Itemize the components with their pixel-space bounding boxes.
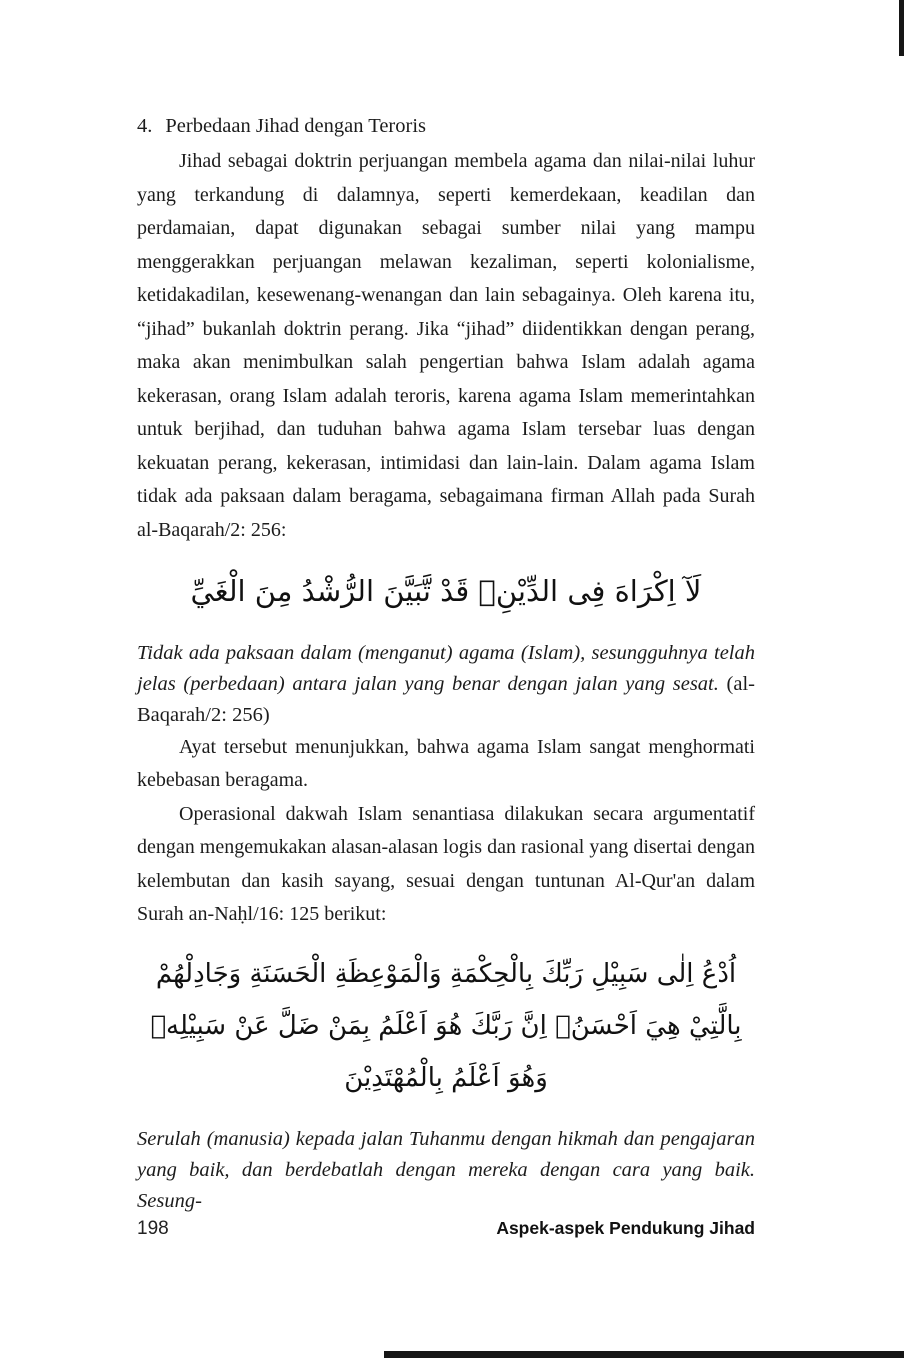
page-footer bbox=[137, 1218, 755, 1240]
translation-baqarah-reference: (al-Baqarah/2: 256) bbox=[137, 672, 755, 726]
scan-artifact-bottom bbox=[384, 1351, 904, 1358]
page-content bbox=[137, 110, 755, 1217]
page-number: 198 bbox=[137, 1218, 169, 1239]
section-title: Perbedaan Jihad dengan Teroris bbox=[165, 115, 426, 137]
arabic-verse-nahl: اُدْعُ اِلٰى سَبِيْلِ رَبِّكَ بِالْحِكْمَةِ وَالْمَوْعِظَةِ الْحَسَنَةِ وَجَادِلْهُمْ بِالَّتِيْ هِيَ اَحْسَنُۗ اِنَّ رَبَّكَ هُوَ اَعْلَمُ بِمَنْ ضَلَّ عَنْ سَبِيْلِهٖ وَهُوَ اَعْلَمُ بِالْمُهْتَدِيْنَ bbox=[150, 958, 742, 1093]
arabic-verse-baqarah: لَآ اِكْرَاهَ فِى الدِّيْنِۗ قَدْ تَّبَيَّنَ الرُّشْدُ مِنَ الْغَيِّ bbox=[190, 574, 702, 608]
section-heading bbox=[137, 110, 755, 143]
translation-baqarah-text: Tidak ada paksaan dalam (menganut) agama (Islam), sesungguhnya telah jelas (perbedaan) antara jalan yang benar dengan jalan yang sesat. bbox=[137, 641, 755, 695]
translation-baqarah bbox=[137, 638, 755, 731]
scan-artifact-top-right bbox=[899, 0, 904, 56]
section-number: 4. bbox=[137, 115, 153, 137]
paragraph-3: Operasional dakwah Islam senantiasa dilakukan secara argumentatif dengan mengemukakan alasan-alasan logis dan rasional yang disertai dengan kelembutan dan kasih sayang, sesuai dengan tuntunan Al-Qur'an dalam Surah an-Naḥl/16: 125 berikut: bbox=[137, 802, 755, 926]
paragraph-1: Jihad sebagai doktrin perjuangan membela agama dan nilai-nilai luhur yang terkandung di dalamnya, seperti kemerdekaan, keadilan dan perdamaian, dapat digunakan sebagai sumber nilai yang mampu menggerakkan perjuangan melawan kezaliman, seperti kolonialisme, ketidakadilan, kesewenang-wenangan dan lain sebagainya. Oleh karena itu, “jihad” bukanlah doktrin perang. Jika “jihad” diidentikkan dengan perang, maka akan menimbulkan salah pengertian bahwa Islam adalah agama kekerasan, orang Islam adalah teroris, karena agama Islam memerintahkan untuk berjihad, dan tuduhan bahwa agama Islam tersebar luas dengan kekuatan perang, kekerasan, intimidasi dan lain-lain. Dalam agama Islam tidak ada paksaan dalam beragama, sebagaimana firman Allah pada Surah al-Baqarah/2: 256: bbox=[137, 150, 755, 541]
running-title: Aspek-aspek Pendukung Jihad bbox=[496, 1218, 755, 1238]
paragraph-2: Ayat tersebut menunjukkan, bahwa agama Islam sangat menghormati kebebasan beragama. bbox=[137, 735, 755, 792]
translation-nahl: Serulah (manusia) kepada jalan Tuhanmu dengan hikmah dan pengajaran yang baik, dan berdebatlah dengan mereka dengan cara yang baik. Sesung- bbox=[137, 1127, 755, 1212]
